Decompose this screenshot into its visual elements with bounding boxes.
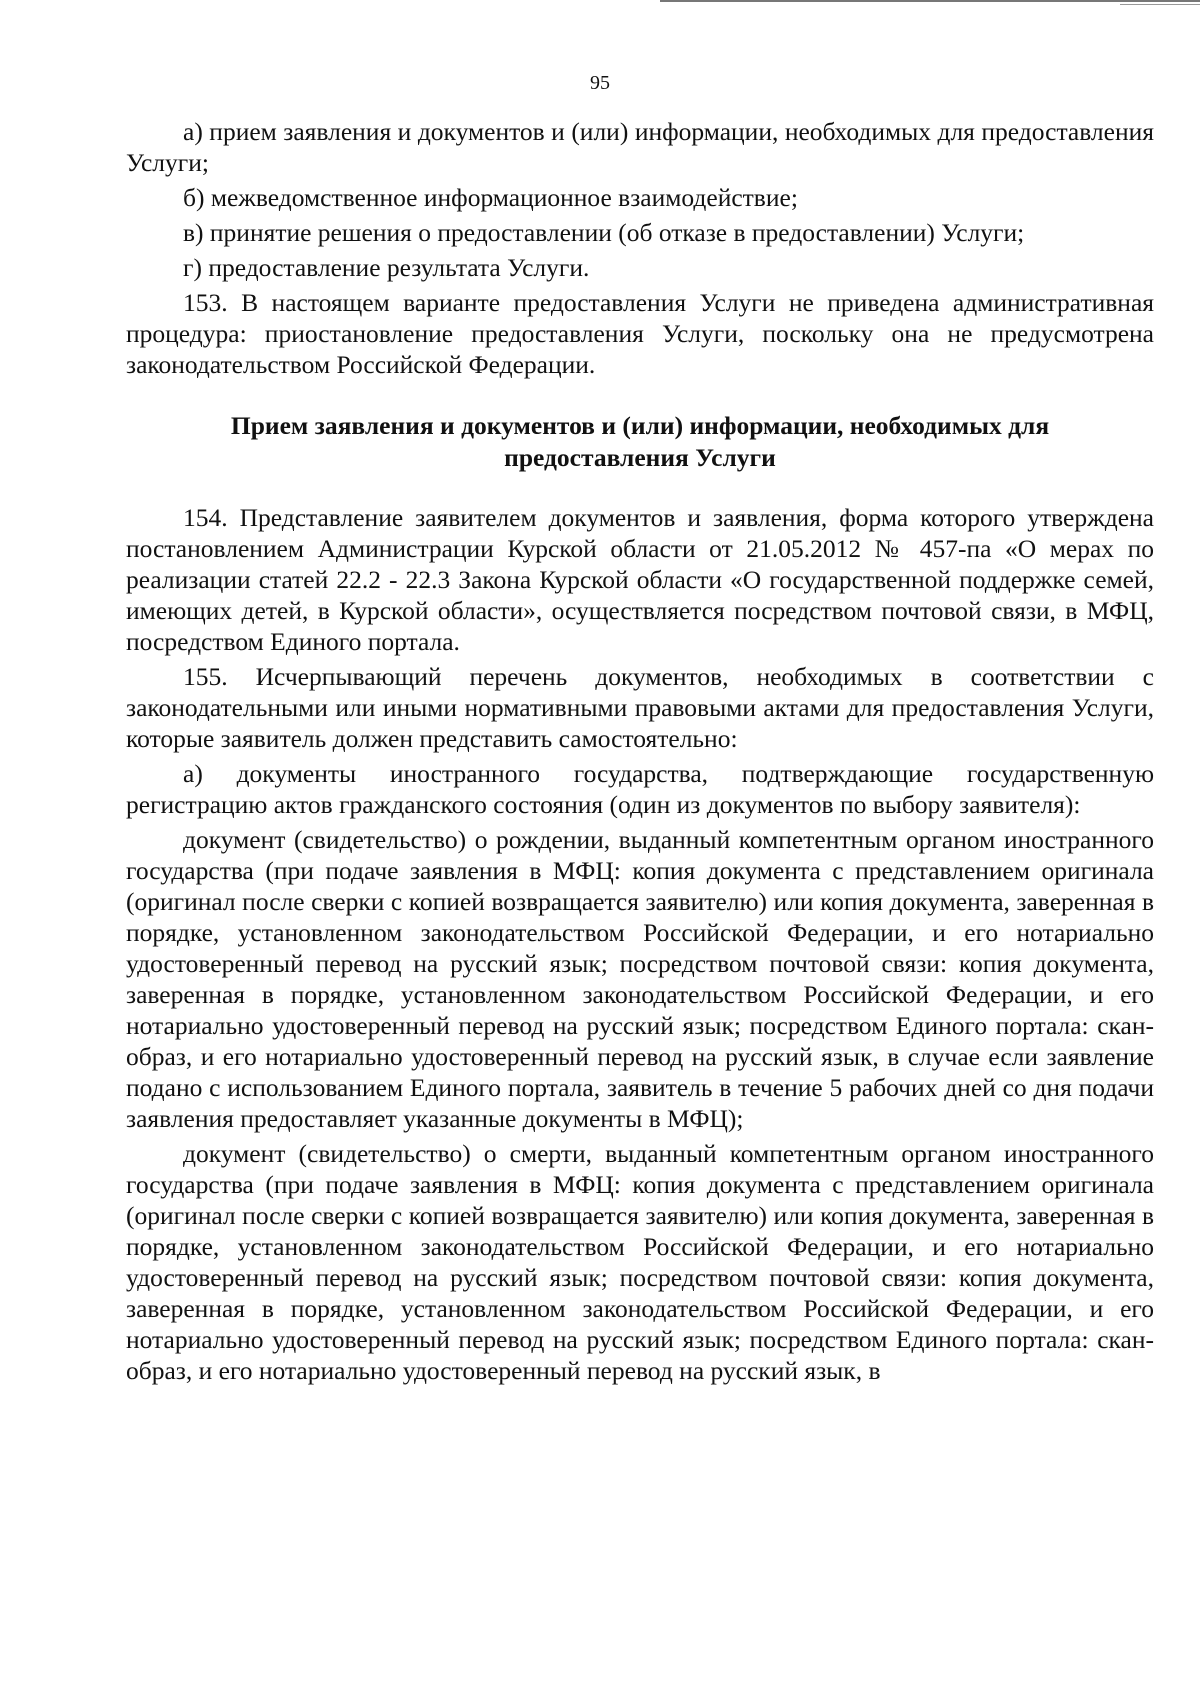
section-heading [126,410,1154,474]
paragraph-153: 153. В настоящем варианте предоставления Услуги не приведена административная процедура: приостановление предоставления Услуги, поскольку она не предусмотрена законодательством Российской Федерации. [126,288,1154,379]
list-item-a-documents: а) документы иностранного государства, подтверждающие государственную регистрацию актов гражданского состояния (один из документов по выбору заявителя): [126,759,1154,819]
death-certificate-paragraph: документ (свидетельство) о смерти, выданный компетентным органом иностранного государства (при подаче заявления в МФЦ: копия документа с представлением оригинала (оригинал после сверки с копией возвращается заявителю) или копия документа, заверенная в порядке, установленном законодательством Российской Федерации, и его нотариально удостоверенный перевод на русский язык; посредством почтовой связи: копия документа, заверенная в порядке, установленном законодательством Российской Федерации, и его нотариально удостоверенный перевод на русский язык; посредством Единого портала: скан-образ, и его нотариально удостоверенный перевод на русский язык, в [126,1139,1154,1385]
list-item-a: а) прием заявления и документов и (или) информации, необходимых для предоставления Услуги; [126,117,1154,177]
scan-edge-line [660,0,1200,2]
list-item-g: г) предоставление результата Услуги. [183,253,590,282]
section-heading-line-1: Прием заявления и документов и (или) информации, необходимых для [230,411,1050,440]
paragraph-155: 155. Исчерпывающий перечень документов, необходимых в соответствии с законодательными или иными нормативными правовыми актами для предоставления Услуги, которые заявитель должен представить самостоятельно: [126,662,1154,753]
list-item-v: в) принятие решения о предоставлении (об отказе в предоставлении) Услуги; [183,218,1025,247]
document-body [126,116,1154,1386]
paragraph-154: 154. Представление заявителем документов и заявления, форма которого утверждена постановлением Администрации Курской области от 21.05.2012 № 457-па «О мерах по реализации статей 22.2 - 22.3 Закона Курской области «О государственной поддержке семей, имеющих детей, в Курской области», осуществляется посредством почтовой связи, в МФЦ, посредством Единого портала. [126,503,1154,656]
scan-edge-line-secondary [1120,4,1200,5]
birth-certificate-paragraph: документ (свидетельство) о рождении, выданный компетентным органом иностранного государства (при подаче заявления в МФЦ: копия документа с представлением оригинала (оригинал после сверки с копией возвращается заявителю) или копия документа, заверенная в порядке, установленном законодательством Российской Федерации, и его нотариально удостоверенный перевод на русский язык; посредством почтовой связи: копия документа, заверенная в порядке, установленном законодательством Российской Федерации, и его нотариально удостоверенный перевод на русский язык; посредством Единого портала: скан-образ, и его нотариально удостоверенный перевод на русский язык, в случае если заявление подано с использованием Единого портала, заявитель в течение 5 рабочих дней со дня подачи заявления предоставляет указанные документы в МФЦ); [126,825,1154,1133]
section-heading-line-2: предоставления Услуги [504,443,776,472]
list-item-b: б) межведомственное информационное взаимодействие; [183,183,798,212]
page-number: 95 [590,72,610,94]
